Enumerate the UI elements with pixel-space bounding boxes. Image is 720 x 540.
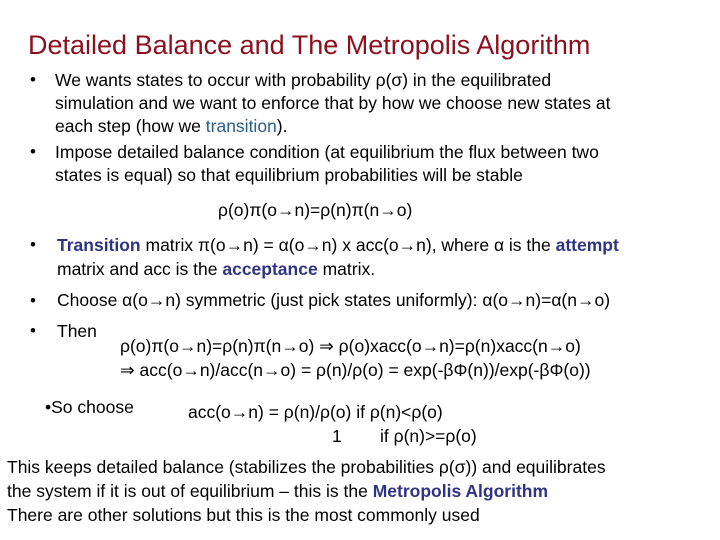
highlight-acceptance: acceptance bbox=[222, 259, 318, 279]
highlight-attempt: attempt bbox=[555, 235, 619, 255]
bullet-5-label: Then bbox=[57, 321, 97, 341]
bullet-4-line-1: Choose α(o→n) symmetric (just pick states uniformly): α(o→n)=α(n→o) bbox=[57, 290, 611, 310]
text-span: matrix π(o→n) = α(o→n) x acc(o→n), where α is the bbox=[140, 235, 556, 255]
bullet-marker: • bbox=[30, 321, 36, 340]
bullet-1-line-2: simulation and we want to enforce that by how we choose new states at bbox=[55, 93, 611, 113]
summary-line-2 bbox=[7, 479, 548, 503]
highlight-transition: transition bbox=[205, 116, 277, 136]
text-span: the system if it is out of equilibrium – this is the bbox=[7, 481, 373, 501]
acceptance-rule-line-1: acc(o→n) = ρ(n)/ρ(o) if ρ(n)<ρ(o) bbox=[188, 402, 443, 422]
summary-line-3: There are other solutions but this is the most commonly used bbox=[7, 505, 480, 525]
text-span: matrix and acc is the bbox=[57, 259, 223, 279]
bullet-1-line-1: We wants states to occur with probability ρ(σ) in the equilibrated bbox=[55, 70, 552, 90]
acceptance-rule-condition: if ρ(n)>=ρ(o) bbox=[380, 426, 477, 446]
summary-line-1: This keeps detailed balance (stabilizes the probabilities ρ(σ)) and equilibrates bbox=[7, 457, 606, 477]
bullet-1-line-3 bbox=[55, 115, 288, 138]
bullet-3-line-1 bbox=[57, 234, 619, 257]
bullet-marker: • bbox=[30, 235, 36, 254]
equation-then-line-2: ⇒ acc(o→n)/acc(n→o) = ρ(n)/ρ(o) = exp(-βΦ(n))/exp(-βΦ(o)) bbox=[120, 360, 591, 380]
bullet-marker: • bbox=[30, 70, 36, 89]
text-span: each step (how we bbox=[55, 116, 206, 136]
so-choose-label: •So choose bbox=[45, 397, 134, 417]
text-span: matrix. bbox=[317, 259, 376, 279]
highlight-transition-matrix: Transition bbox=[57, 235, 141, 255]
highlight-metropolis-algorithm: Metropolis Algorithm bbox=[372, 481, 549, 501]
bullet-2-line-1: Impose detailed balance condition (at equilibrium the flux between two bbox=[55, 142, 599, 162]
text-span: ). bbox=[276, 116, 288, 136]
bullet-3-line-2 bbox=[57, 258, 375, 281]
bullet-2-line-2: states is equal) so that equilibrium probabilities will be stable bbox=[55, 165, 523, 185]
equation-detailed-balance: ρ(o)π(o→n)=ρ(n)π(n→o) bbox=[218, 200, 413, 220]
bullet-marker: • bbox=[30, 142, 36, 161]
acceptance-rule-value: 1 bbox=[332, 426, 342, 446]
bullet-marker: • bbox=[30, 291, 36, 310]
slide-title: Detailed Balance and The Metropolis Algorithm bbox=[28, 30, 591, 60]
equation-then-line-1: ρ(o)π(o→n)=ρ(n)π(n→o) ⇒ ρ(o)xacc(o→n)=ρ(n)xacc(n→o) bbox=[120, 336, 581, 356]
